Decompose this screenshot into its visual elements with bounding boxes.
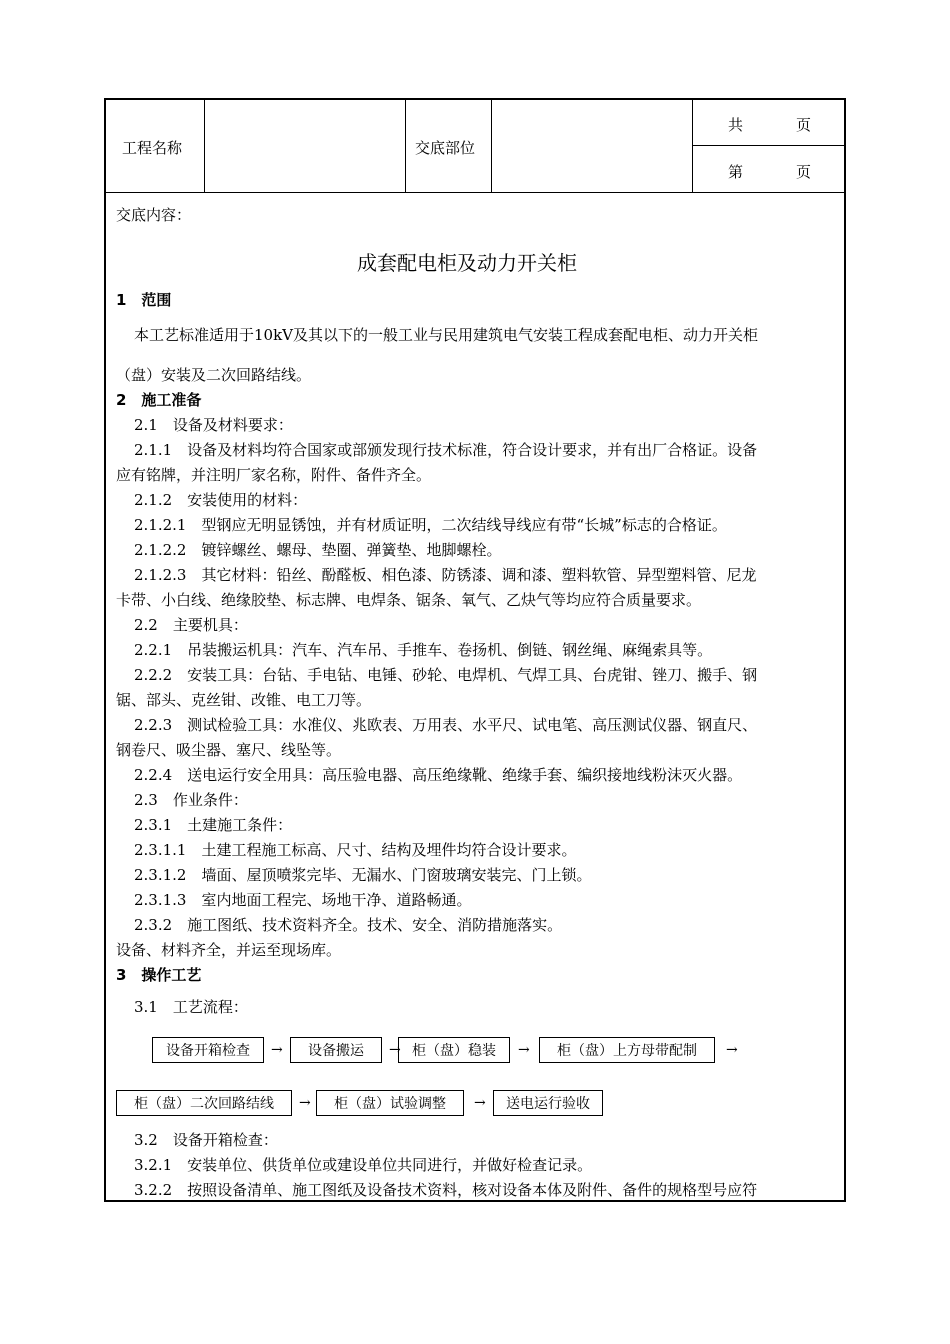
paragraph-line: 2.2.1 吊装搬运机具：汽车、汽车吊、手推车、卷扬机、倒链、钢丝绳、麻绳索具等。: [134, 641, 713, 659]
flow-step-box: 设备搬运: [290, 1037, 382, 1063]
paragraph-line: 3.2.1 安装单位、供货单位或建设单位共同进行，并做好检查记录。: [134, 1156, 593, 1174]
header-divider: [692, 100, 693, 193]
page-no-label-right: 页: [796, 163, 812, 181]
paragraph-line: 2.2.2 安装工具：台钻、手电钻、电锤、砂轮、电焊机、气焊工具、台虎钳、锉刀、搬手、钢: [134, 666, 758, 684]
flow-step-box: 柜（盘）上方母带配制: [539, 1037, 715, 1063]
paragraph-line: 设备、材料齐全，并运至现场库。: [116, 941, 342, 959]
flow-arrow-icon: →: [726, 1042, 738, 1058]
paragraph-line: 2.1.1 设备及材料均符合国家或部颁发现行技术标准，符合设计要求，并有出厂合格证。设备: [134, 441, 758, 459]
document-title: 成套配电柜及动力开关柜: [357, 251, 577, 275]
project-name-label: 工程名称: [122, 139, 183, 157]
paragraph-line: 2.3.2 施工图纸、技术资料齐全。技术、安全、消防措施落实。: [134, 916, 563, 934]
paragraph-line: 2.3.1.1 土建工程施工标高、尺寸、结构及埋件均符合设计要求。: [134, 841, 577, 859]
paragraph-line: 3.2 设备开箱检查：: [134, 1131, 278, 1149]
total-pages-label-right: 页: [796, 116, 812, 134]
flow-arrow-icon: →: [474, 1095, 486, 1111]
paragraph-line: 2.2 主要机具：: [134, 616, 248, 634]
paragraph-line: 应有铭牌，并注明厂家名称，附件、备件齐全。: [116, 466, 432, 484]
intro-label: 交底内容：: [116, 206, 192, 224]
paragraph-line: 2.3.1 土建施工条件：: [134, 816, 293, 834]
section-heading: 3 操作工艺: [116, 966, 202, 984]
paragraph-line: （盘）安装及二次回路结线。: [116, 366, 312, 384]
paragraph-line: 2.3.1.3 室内地面工程完、场地干净、道路畅通。: [134, 891, 472, 909]
flow-step-box: 设备开箱检查: [152, 1037, 264, 1063]
paragraph-line: 2.2.4 送电运行安全用具：高压验电器、高压绝缘靴、绝缘手套、编织接地线粉沫灭火器。: [134, 766, 743, 784]
paragraph-line: 卡带、小白线、绝缘胶垫、标志牌、电焊条、锯条、氧气、乙炔气等均应符合质量要求。: [116, 591, 702, 609]
paragraph-line: 2.1.2.2 镀锌螺丝、螺母、垫圈、弹簧垫、地脚螺栓。: [134, 541, 502, 559]
paragraph-line: 本工艺标准适用于10kV及其以下的一般工业与民用建筑电气安装工程成套配电柜、动力开关柜: [134, 326, 759, 344]
document-frame: [104, 98, 846, 1202]
paragraph-line: 2.1.2.3 其它材料：铅丝、酚醛板、相色漆、防锈漆、调和漆、塑料软管、异型塑料管、尼龙: [134, 566, 757, 584]
flow-step-box: 柜（盘）稳装: [398, 1037, 510, 1063]
header-divider: [106, 192, 846, 193]
flow-arrow-icon: →: [299, 1095, 311, 1111]
disclosure-location-label: 交底部位: [415, 139, 476, 157]
header-divider: [204, 100, 205, 193]
paragraph-line: 2.3 作业条件：: [134, 791, 248, 809]
section-heading: 1 范围: [116, 291, 172, 309]
paragraph-line: 锯、部头、克丝钳、改锥、电工刀等。: [116, 691, 372, 709]
total-pages-label-left: 共: [728, 116, 744, 134]
flow-arrow-icon: →: [389, 1042, 401, 1058]
paragraph-line: 2.1 设备及材料要求：: [134, 416, 293, 434]
paragraph-line: 2.1.2 安装使用的材料：: [134, 491, 308, 509]
paragraph-line: 2.1.2.1 型钢应无明显锈蚀，并有材质证明，二次结线导线应有带“长城”标志的合格证。: [134, 516, 727, 534]
paragraph-line: 3.2.2 按照设备清单、施工图纸及设备技术资料，核对设备本体及附件、备件的规格型号应符: [134, 1181, 758, 1199]
page-no-label-left: 第: [728, 163, 744, 181]
paragraph-line: 钢卷尺、吸尘器、塞尺、线坠等。: [116, 741, 342, 759]
paragraph-line: 2.3.1.2 墙面、屋顶喷浆完毕、无漏水、门窗玻璃安装完、门上锁。: [134, 866, 592, 884]
section-heading: 2 施工准备: [116, 391, 202, 409]
paragraph-line: 2.2.3 测试检验工具：水准仪、兆欧表、万用表、水平尺、试电笔、高压测试仪器、钢直尺、: [134, 716, 758, 734]
header-divider: [405, 100, 406, 193]
flow-arrow-icon: →: [271, 1042, 283, 1058]
paragraph-line: 3.1 工艺流程：: [134, 998, 248, 1016]
header-divider: [692, 145, 846, 146]
flow-step-box: 送电运行验收: [493, 1090, 603, 1116]
flow-arrow-icon: →: [518, 1042, 530, 1058]
flow-step-box: 柜（盘）试验调整: [316, 1090, 464, 1116]
header-divider: [491, 100, 492, 193]
flow-step-box: 柜（盘）二次回路结线: [116, 1090, 292, 1116]
